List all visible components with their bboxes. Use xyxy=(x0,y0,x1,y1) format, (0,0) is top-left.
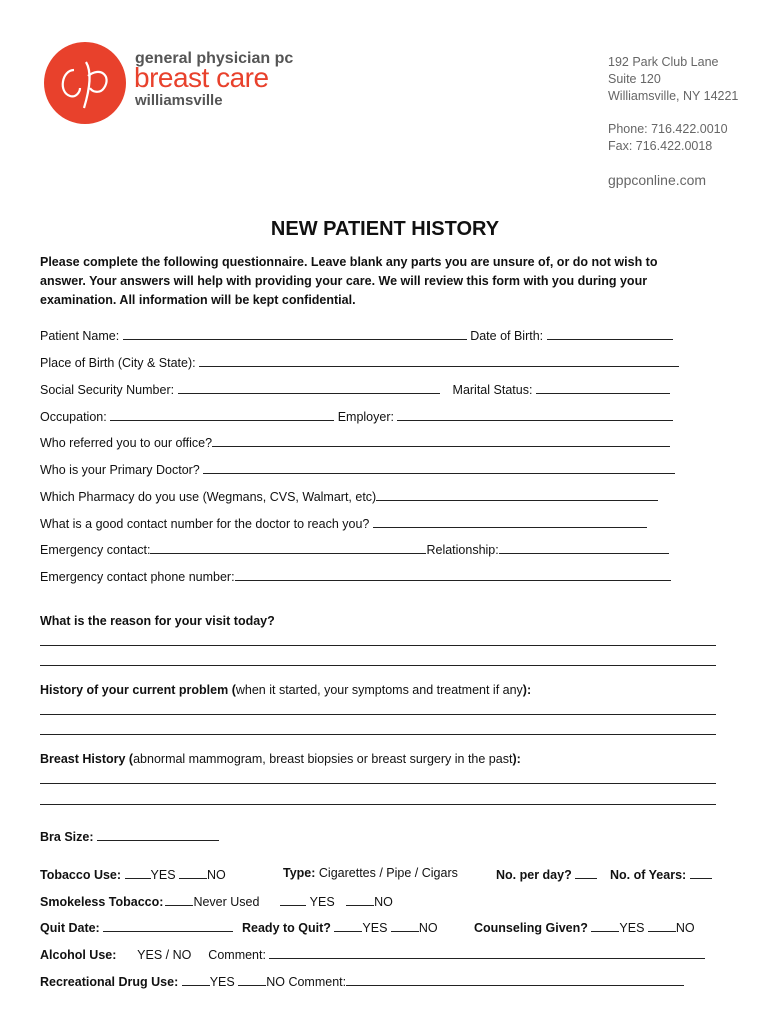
intro-line-3: examination. All information will be kept confidential. xyxy=(40,293,356,307)
alcohol-yes-no[interactable]: YES / NO xyxy=(137,948,192,962)
ssn-field[interactable] xyxy=(178,381,440,394)
dob-field[interactable] xyxy=(547,327,673,340)
emergency-contact-row xyxy=(40,541,669,557)
counseling-label: Counseling Given? xyxy=(474,921,588,935)
reason-line-1[interactable] xyxy=(40,645,716,646)
reason-heading: What is the reason for your visit today? xyxy=(40,614,275,628)
ready-no-blank[interactable] xyxy=(391,919,419,932)
type-label: Type: xyxy=(283,866,316,880)
counseling-no-label: NO xyxy=(675,921,695,935)
years-group xyxy=(610,866,712,882)
emergency-phone-label: Emergency contact phone number: xyxy=(40,570,235,584)
logo-mark-icon xyxy=(44,42,126,124)
fax: Fax: 716.422.0018 xyxy=(608,139,713,153)
years-field[interactable] xyxy=(690,866,712,879)
smokeless-no-label: NO xyxy=(374,895,393,909)
recreational-row xyxy=(40,973,684,989)
history-heading-bold: History of your current problem ( xyxy=(40,683,236,697)
alcohol-comment-field[interactable] xyxy=(269,946,705,959)
recreational-yes-label: YES xyxy=(209,975,235,989)
bra-size-label: Bra Size: xyxy=(40,830,94,844)
emergency-contact-label: Emergency contact: xyxy=(40,543,151,557)
occupation-label: Occupation: xyxy=(40,410,107,424)
primary-doctor-label: Who is your Primary Doctor? xyxy=(40,463,200,477)
logo xyxy=(44,42,126,124)
logo-line-1: general physician pc xyxy=(135,50,294,67)
contact-block xyxy=(608,121,728,155)
counseling-no-blank[interactable] xyxy=(648,919,676,932)
type-options[interactable]: Cigarettes / Pipe / Cigars xyxy=(318,866,458,880)
per-day-label: No. per day? xyxy=(496,868,572,882)
relationship-field[interactable] xyxy=(499,541,669,554)
place-of-birth-label: Place of Birth (City & State): xyxy=(40,356,196,370)
referred-row xyxy=(40,434,670,450)
place-of-birth-row xyxy=(40,354,679,370)
per-day-group xyxy=(496,866,597,882)
history-heading-detail: when it started, your symptoms and treatment if any xyxy=(235,683,523,697)
patient-name-label: Patient Name: xyxy=(40,329,120,343)
address-line-2: Suite 120 xyxy=(608,72,661,86)
counseling-yes-blank[interactable] xyxy=(591,919,619,932)
logo-line-2: breast care xyxy=(134,62,269,93)
ready-quit-group xyxy=(242,919,438,935)
breast-heading-bold: Breast History ( xyxy=(40,752,134,766)
website[interactable]: gppconline.com xyxy=(608,172,707,188)
occupation-field[interactable] xyxy=(110,408,334,421)
recreational-yes-blank[interactable] xyxy=(182,973,210,986)
occupation-row xyxy=(40,408,673,424)
employer-field[interactable] xyxy=(397,408,673,421)
marital-label: Marital Status: xyxy=(452,383,533,397)
ready-yes-blank[interactable] xyxy=(334,919,362,932)
pharmacy-label: Which Pharmacy do you use (Wegmans, CVS, Walmart, etc) xyxy=(40,490,377,504)
smokeless-row xyxy=(40,893,393,909)
patient-name-field[interactable] xyxy=(123,327,467,340)
smokeless-never-blank[interactable] xyxy=(165,893,193,906)
years-label: No. of Years: xyxy=(610,868,687,882)
phone: Phone: 716.422.0010 xyxy=(608,122,728,136)
smokeless-label: Smokeless Tobacco: xyxy=(40,895,164,909)
pharmacy-field[interactable] xyxy=(376,488,658,501)
address-line-1: 192 Park Club Lane xyxy=(608,55,719,69)
referred-field[interactable] xyxy=(212,434,670,447)
tobacco-use-label: Tobacco Use: xyxy=(40,868,122,882)
ready-quit-label: Ready to Quit? xyxy=(242,921,331,935)
patient-name-row xyxy=(40,327,673,343)
contact-number-field[interactable] xyxy=(373,515,647,528)
tobacco-yes-label: YES xyxy=(150,868,176,882)
marital-field[interactable] xyxy=(536,381,670,394)
pharmacy-row xyxy=(40,488,658,504)
tobacco-type xyxy=(283,866,458,880)
emergency-contact-field[interactable] xyxy=(150,541,426,554)
page-title: NEW PATIENT HISTORY xyxy=(270,218,500,240)
contact-number-row xyxy=(40,515,647,531)
tobacco-no-label: NO xyxy=(207,868,226,882)
ready-yes-label: YES xyxy=(362,921,388,935)
logo-line-3: williamsville xyxy=(135,92,223,109)
ssn-label: Social Security Number: xyxy=(40,383,175,397)
emergency-phone-field[interactable] xyxy=(235,568,671,581)
ready-no-label: NO xyxy=(418,921,438,935)
address-line-3: Williamsville, NY 14221 xyxy=(608,89,739,103)
quit-date-label: Quit Date: xyxy=(40,921,100,935)
counseling-yes-label: YES xyxy=(619,921,645,935)
breast-heading-detail: abnormal mammogram, breast biopsies or breast surgery in the past xyxy=(133,752,513,766)
ssn-row xyxy=(40,381,670,397)
intro-line-2: answer. Your answers will help with providing your care. We will review this form with you during your xyxy=(40,274,648,288)
employer-label: Employer: xyxy=(337,410,394,424)
history-line-2[interactable] xyxy=(40,734,716,735)
quit-date-field[interactable] xyxy=(103,919,233,932)
history-line-1[interactable] xyxy=(40,714,716,715)
smokeless-yes-label: YES xyxy=(309,895,335,909)
recreational-label: Recreational Drug Use: xyxy=(40,975,179,989)
recreational-comment-field[interactable] xyxy=(346,973,684,986)
history-heading xyxy=(40,683,531,697)
dob-label: Date of Birth: xyxy=(470,329,544,343)
tobacco-no-blank[interactable] xyxy=(179,866,207,879)
primary-doctor-field[interactable] xyxy=(203,461,675,474)
address-block xyxy=(608,54,738,105)
recreational-no-comment-label: NO Comment: xyxy=(266,975,347,989)
quit-row xyxy=(40,919,233,935)
history-heading-end: ): xyxy=(522,683,532,697)
breast-line-2[interactable] xyxy=(40,804,716,805)
primary-doctor-row xyxy=(40,461,675,477)
contact-number-label: What is a good contact number for the doctor to reach you? xyxy=(40,517,370,531)
never-used-label: Never Used xyxy=(193,895,260,909)
tobacco-row xyxy=(40,866,226,882)
smokeless-yes-blank[interactable] xyxy=(280,893,306,906)
bra-size-row xyxy=(40,828,219,844)
alcohol-label: Alcohol Use: xyxy=(40,948,117,962)
breast-line-1[interactable] xyxy=(40,783,716,784)
intro-line-1: Please complete the following questionnaire. Leave blank any parts you are unsure of, or do not wish to xyxy=(40,255,658,269)
smokeless-no-blank[interactable] xyxy=(346,893,374,906)
relationship-label: Relationship: xyxy=(426,543,499,557)
bra-size-field[interactable] xyxy=(97,828,219,841)
alcohol-row xyxy=(40,946,705,962)
breast-history-heading xyxy=(40,752,521,766)
counseling-group xyxy=(474,919,695,935)
alcohol-comment-label: Comment: xyxy=(208,948,266,962)
breast-heading-end: ): xyxy=(512,752,521,766)
referred-label: Who referred you to our office? xyxy=(40,436,213,450)
recreational-no-blank[interactable] xyxy=(238,973,266,986)
reason-line-2[interactable] xyxy=(40,665,716,666)
tobacco-yes-blank[interactable] xyxy=(125,866,151,879)
place-of-birth-field[interactable] xyxy=(199,354,679,367)
emergency-phone-row xyxy=(40,568,671,584)
per-day-field[interactable] xyxy=(575,866,597,879)
